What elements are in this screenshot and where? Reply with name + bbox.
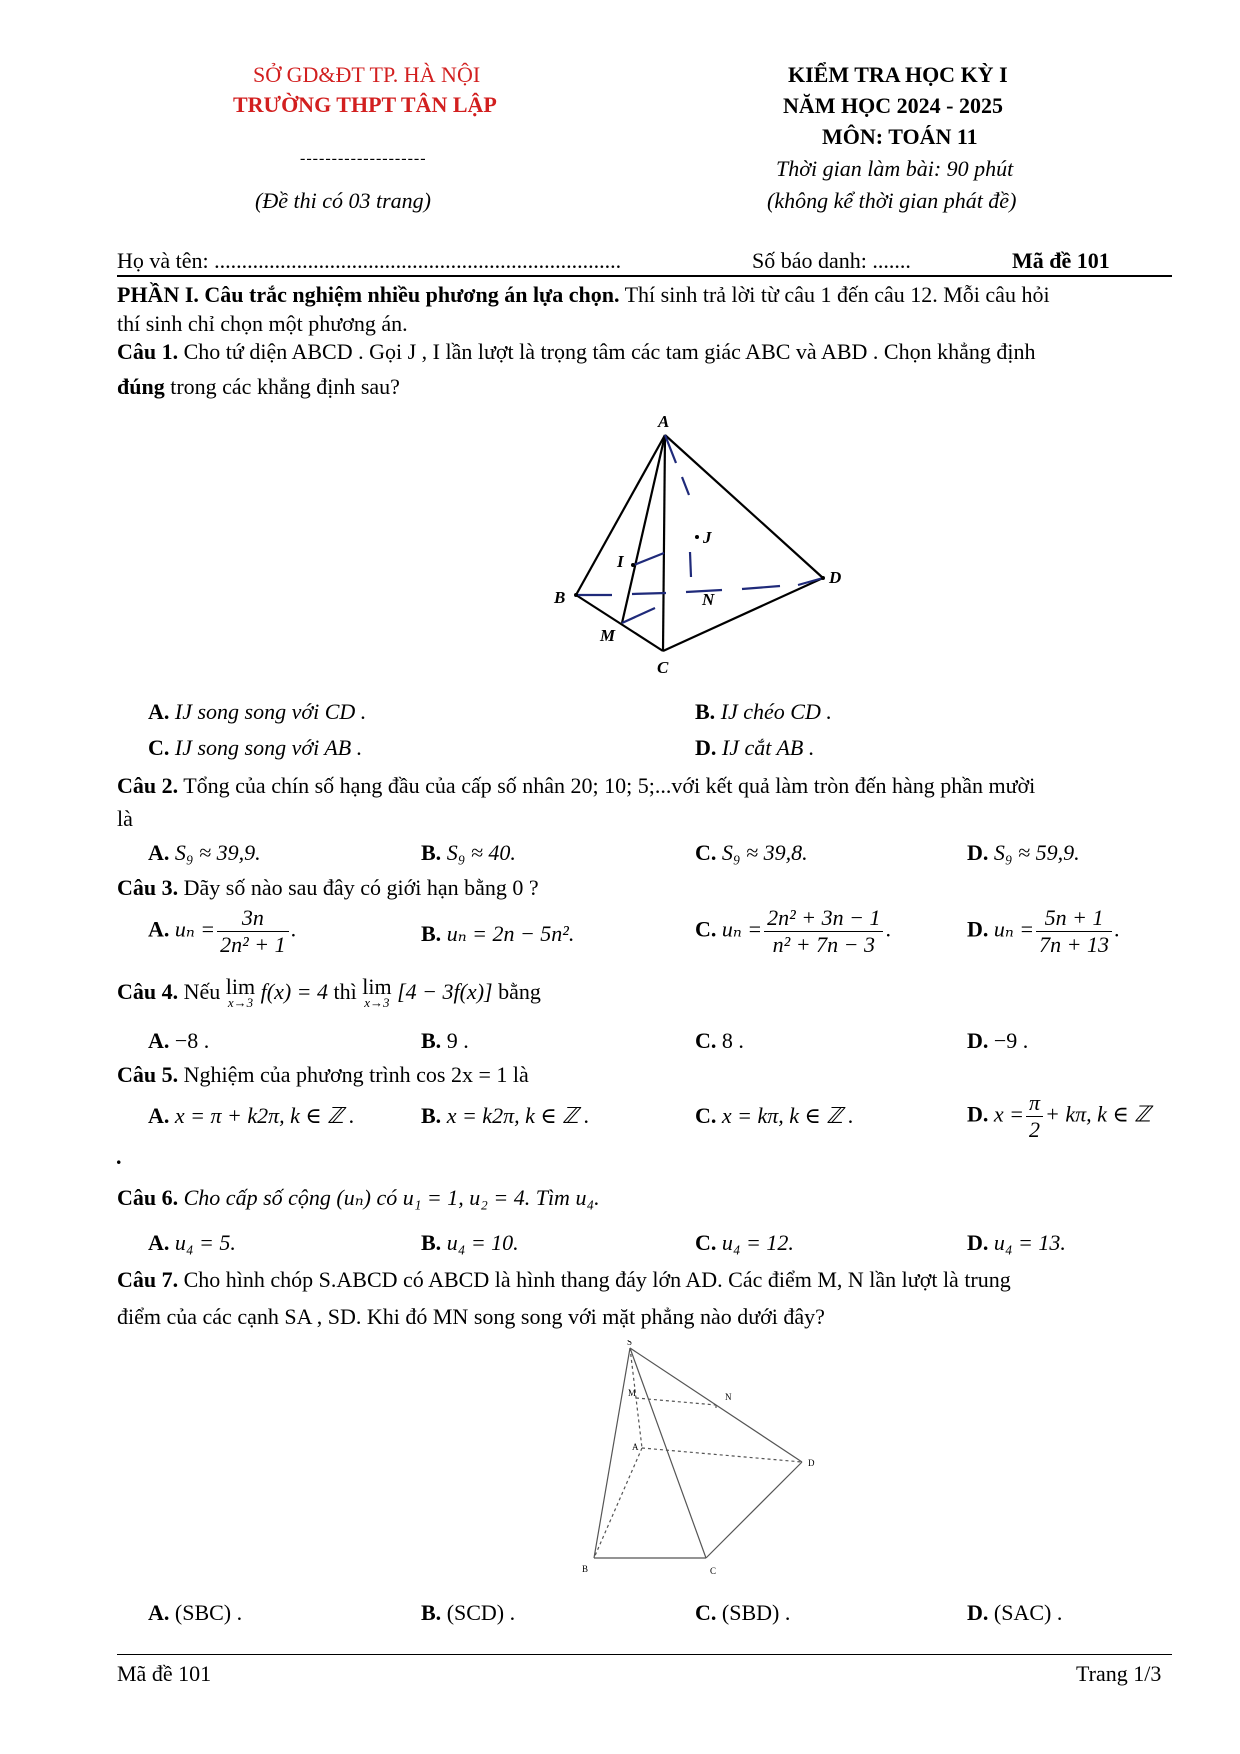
label-b: B (582, 1564, 589, 1574)
label-s: S (627, 1340, 633, 1347)
pages-note: (Đề thi có 03 trang) (255, 188, 431, 213)
q7-option-a[interactable]: A. (SBC) . (148, 1600, 243, 1625)
part1-instruction: thí sinh chỉ chọn một phương án. (117, 311, 408, 336)
question-3: Câu 3. Dãy số nào sau đây có giới hạn bằng 0 ? (117, 875, 539, 900)
department-name: SỞ GD&ĐT TP. HÀ NỘI (253, 62, 481, 87)
stray-dot: . (116, 1144, 122, 1169)
label-n: N (702, 590, 715, 609)
subject: MÔN: TOÁN 11 (822, 124, 978, 149)
label-m: M (600, 626, 616, 645)
label-j: J (703, 528, 712, 547)
q5-option-b[interactable]: B. x = k2π, k ∈ ℤ . (421, 1103, 590, 1128)
label-c: C (710, 1566, 717, 1576)
q5-option-d[interactable]: D. x = $\frac{\pi}{2}$ + kπ, k ∈ ℤ (967, 1090, 1151, 1142)
page-number: Trang 1/3 (1076, 1661, 1162, 1686)
q2-option-c[interactable]: C. S₉ ≈ 39,8. (695, 840, 808, 865)
student-id-field: Số báo danh: ....... (752, 248, 911, 273)
exam-code: Mã đề 101 (1012, 248, 1110, 273)
duration: Thời gian làm bài: 90 phút (776, 156, 1014, 181)
label-d: D (808, 1458, 815, 1468)
part1-heading: PHẦN I. Câu trắc nghiệm nhiều phương án lựa chọn. Thí sinh trả lời từ câu 1 đến câu 12. Mỗi câu hỏi (117, 282, 1050, 307)
question-7: Câu 7. Cho hình chóp S.ABCD có ABCD là hình thang đáy lớn AD. Các điểm M, N lần lượt là trung (117, 1267, 1011, 1292)
label-m: M (628, 1388, 637, 1398)
q1-option-d[interactable]: D. IJ cắt AB . (695, 735, 815, 760)
tetrahedron-figure (540, 405, 860, 675)
question-7-line2: điểm của các cạnh SA , SD. Khi đó MN song song với mặt phẳng nào dưới đây? (117, 1304, 825, 1329)
q2-option-d[interactable]: D. S₉ ≈ 59,9. (967, 840, 1080, 865)
q1-option-c[interactable]: C. IJ song song với AB . (148, 735, 363, 760)
question-1-line2: đúng trong các khẳng định sau? (117, 374, 400, 399)
q2-option-a[interactable]: A. S₉ ≈ 39,9. (148, 840, 261, 865)
point-i (631, 563, 635, 567)
q6-option-a[interactable]: A. u₄ = 5. (148, 1230, 236, 1255)
q6-option-d[interactable]: D. u₄ = 13. (967, 1230, 1066, 1255)
q4-option-b[interactable]: B. 9 . (421, 1028, 469, 1053)
label-a: A (632, 1442, 639, 1452)
q6-option-b[interactable]: B. u₄ = 10. (421, 1230, 519, 1255)
label-a: A (658, 412, 670, 431)
footer-rule (117, 1654, 1172, 1655)
q3-option-a[interactable]: A. uₙ = $\frac{3n}{\text{2n² + 1}}$ . (148, 905, 297, 957)
q6-option-c[interactable]: C. u₄ = 12. (695, 1230, 794, 1255)
q3-option-c[interactable]: C. uₙ = $\frac{\text{2n² + 3n − 1}}{\text{n² + 7n − 3}}$ . (695, 905, 891, 957)
label-n: N (725, 1392, 732, 1402)
header-dashes: -------------------- (300, 150, 427, 167)
q2-option-b[interactable]: B. S₉ ≈ 40. (421, 840, 516, 865)
q1-option-b[interactable]: B. IJ chéo CD . (695, 699, 832, 724)
question-2-line2: là (117, 806, 133, 831)
label-c: C (657, 658, 669, 675)
question-4: Câu 4. Nếu lim x→3 f(x) = 4 thì lim x→3 [4 − 3f(x)] bằng (117, 974, 541, 1010)
q5-option-c[interactable]: C. x = kπ, k ∈ ℤ . (695, 1103, 854, 1128)
footer-exam-code: Mã đề 101 (117, 1661, 212, 1686)
q7-option-b[interactable]: B. (SCD) . (421, 1600, 516, 1625)
point-j (695, 535, 699, 539)
question-1: Câu 1. Cho tứ diện ABCD . Gọi J , I lần lượt là trọng tâm các tam giác ABC và ABD . Chọn khẳng định (117, 339, 1036, 364)
q7-option-c[interactable]: C. (SBD) . (695, 1600, 791, 1625)
question-5: Câu 5. Nghiệm của phương trình cos 2x = 1 là (117, 1062, 529, 1087)
school-name: TRƯỜNG THPT TÂN LẬP (233, 92, 497, 117)
q5-option-a[interactable]: A. x = π + k2π, k ∈ ℤ . (148, 1103, 355, 1128)
question-2: Câu 2. Tổng của chín số hạng đầu của cấp số nhân 20; 10; 5;...với kết quả làm tròn đến hàng phần mười (117, 773, 1036, 798)
question-6: Câu 6. Cho cấp số cộng (uₙ) có u₁ = 1, u₂ = 4. Tìm u₄. (117, 1185, 600, 1210)
q4-option-d[interactable]: D. −9 . (967, 1028, 1029, 1053)
student-name-field: Họ và tên: .......................................................................... (117, 248, 622, 273)
exam-title: KIỂM TRA HỌC KỲ I (788, 62, 1008, 87)
label-d: D (829, 568, 842, 587)
label-b: B (554, 588, 566, 607)
q4-option-c[interactable]: C. 8 . (695, 1028, 744, 1053)
header-rule (117, 275, 1172, 277)
q3-option-d[interactable]: D. uₙ = $\frac{5n + 1}{7n + 13}$ . (967, 905, 1120, 957)
q4-option-a[interactable]: A. −8 . (148, 1028, 210, 1053)
q3-option-b[interactable]: B. uₙ = 2n − 5n². (421, 921, 575, 946)
pyramid-figure (560, 1340, 840, 1590)
duration-note: (không kể thời gian phát đề) (767, 188, 1017, 213)
school-year: NĂM HỌC 2024 - 2025 (783, 93, 1003, 118)
q1-option-a[interactable]: A. IJ song song với CD . (148, 699, 367, 724)
q7-option-d[interactable]: D. (SAC) . (967, 1600, 1063, 1625)
label-i: I (617, 552, 624, 571)
